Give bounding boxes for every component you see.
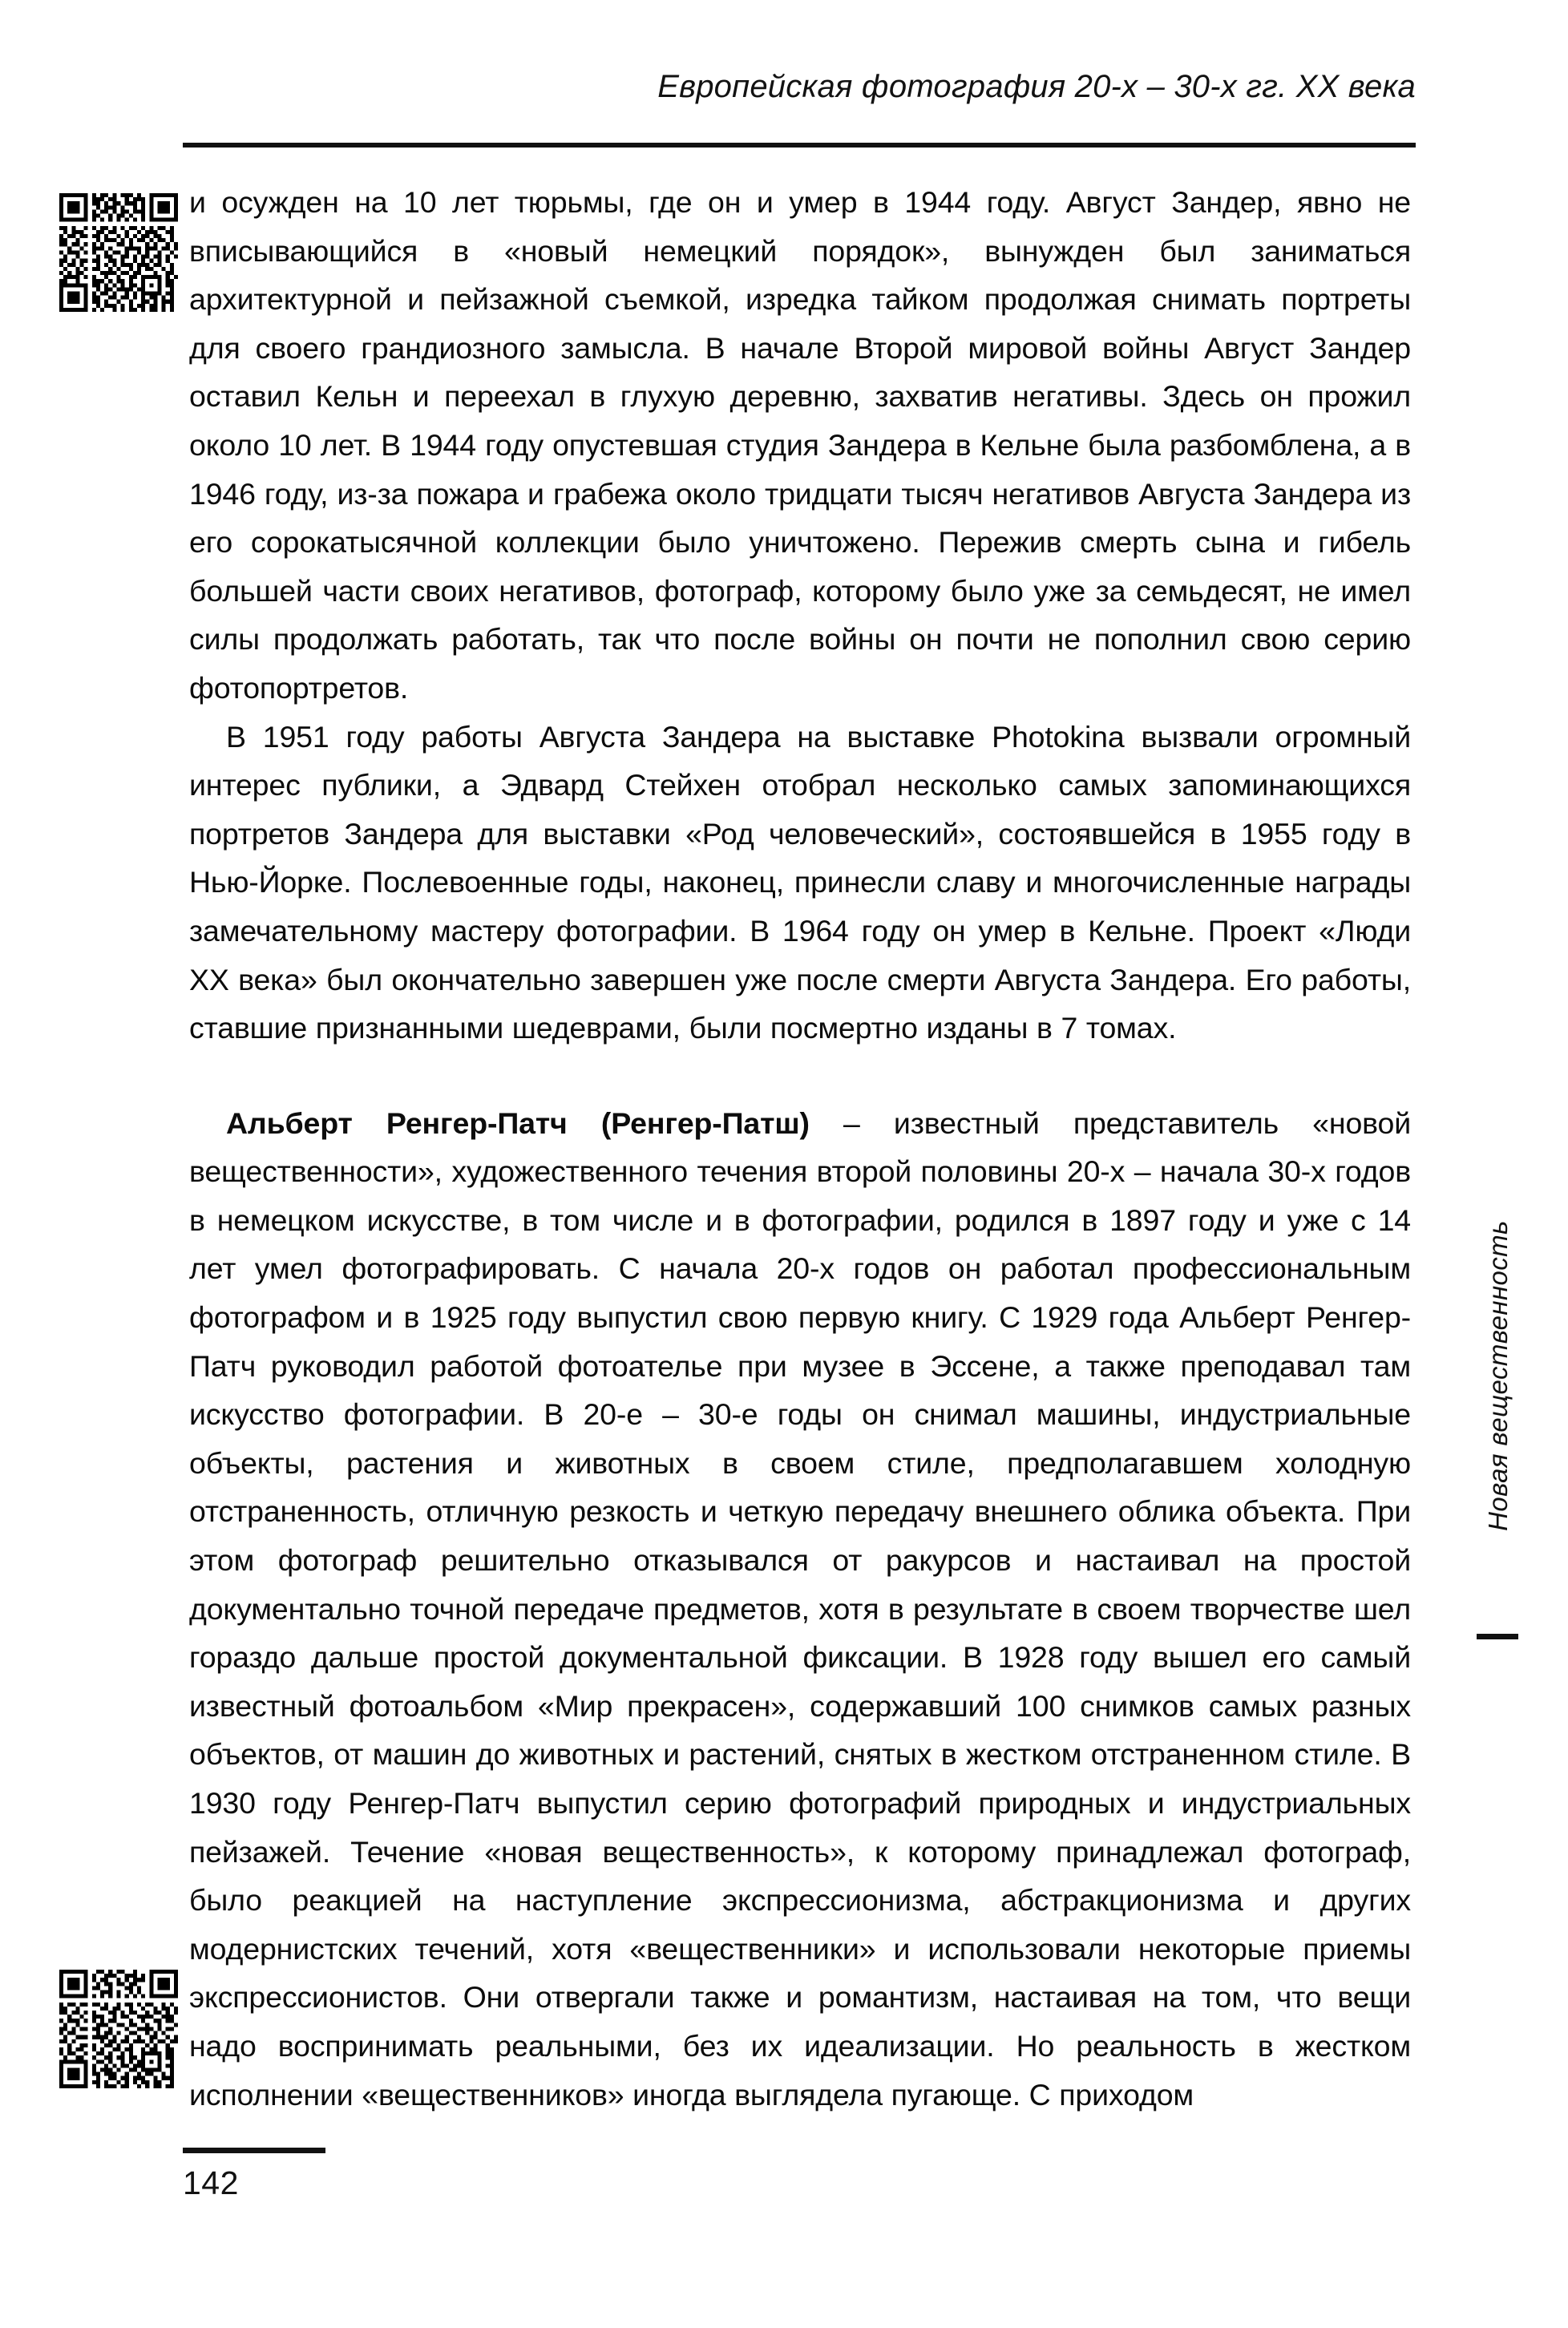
side-label-rule (1477, 1634, 1518, 1639)
side-section-label (1470, 1095, 1526, 1656)
header-rule (183, 143, 1416, 148)
text-column (189, 178, 1411, 2119)
running-head (0, 69, 1568, 105)
folio-rule (183, 2148, 325, 2153)
running-head-text: Европейская фотография 20-х – 30-х гг. XX века (657, 69, 1416, 104)
lead-in-name: Альберт Ренгер-Патч (Ренгер-Патш) (226, 1105, 810, 1140)
paragraph-renger-patzsch (189, 1099, 1411, 2119)
qr-code-top-icon (59, 193, 178, 312)
paragraph-sander-prison: и осужден на 10 лет тюрьмы, где он и умер в 1944 году. Август Зандер, явно не вписывающийся в «новый немецкий порядок», вынужден был заниматься архитектурной и пейзажной съемкой, изредка тайком продолжая снимать портреты для своего грандиозного замысла. В начале Второй мировой войны Август Зандер оставил Кельн и переехал в глухую деревню, захватив негативы. Здесь он прожил около 10 лет. В 1944 году опустевшая студия Зандера в Кельне была разбомблена, а в 1946 году, из-за пожара и грабежа около тридцати тысяч негативов Августа Зандера из его сорокатысячной коллекции было уничтожено. Пережив смерть сына и гибель большей части своих негативов, фотограф, которому было уже за семьдесят, не имел силы продолжать работать, так что после войны он почти не пополнил свою серию фотопортретов. (189, 185, 1411, 705)
lead-in-rest: – известный представитель «новой вещественности», художественного течения второй половины 20-х – начала 30-х годов в немецком искусстве, в том числе и в фотографии, родился в 1897 году и уже с 14 лет умел фотографировать. С начала 20-х годов он работал профессиональным фотографом и в 1925 году выпустил свою первую книгу. С 1929 года Альберт Ренгер-Патч руководил работой фотоателье при музее в Эссене, а также преподавал там искусство фотографии. В 20-е – 30-е годы он снимал машины, индустриальные объекты, растения и животных в своем стиле, предполагавшем холодную отстраненность, отличную резкость и четкую передачу внешнего облика объекта. При этом фотограф решительно отказывался от ракурсов и настаивал на простой документально точной передаче предметов, хотя в результате в своем творчестве шел гораздо дальше простой документальной фиксации. В 1928 году вышел его самый известный фотоальбом «Мир прекрасен», содержавший 100 снимков самых разных объектов, от машин до животных и растений, снятых в жестком отстраненном стиле. В 1930 году Ренгер-Патч выпустил серию фотографий природных и индустриальных пейзажей. Течение «новая вещественность», к которому принадлежал фотограф, было реакцией на наступление экспрессионизма, абстракционизма и других модернистских течений, хотя «вещественники» и использовали некоторые приемы экспрессионистов. Они отвергали также и романтизм, настаивая на том, что вещи надо воспринимать реальными, без их идеализации. Но реальность в жестком исполнении «вещественников» иногда выглядела пугающе. С приходом (189, 1105, 1411, 2112)
side-section-label-text: Новая вещественность (1483, 1220, 1513, 1531)
qr-code-bottom-icon (59, 1970, 178, 2088)
paragraph-photokina: В 1951 году работы Августа Зандера на выставке Photokina вызвали огромный интерес публики, а Эдвард Стейхен отобрал несколько самых запоминающихся портретов Зандера для выставки «Род человеческий», состоявшейся в 1955 году в Нью-Йорке. Послевоенные годы, наконец, принесли славу и многочисленные награды замечательному мастеру фотографии. В 1964 году он умер в Кельне. Проект «Люди XX века» был окончательно завершен уже после смерти Августа Зандера. Его работы, ставшие признанными шедеврами, были посмертно изданы в 7 томах. (189, 719, 1411, 1045)
page-number: 142 (183, 2164, 239, 2201)
